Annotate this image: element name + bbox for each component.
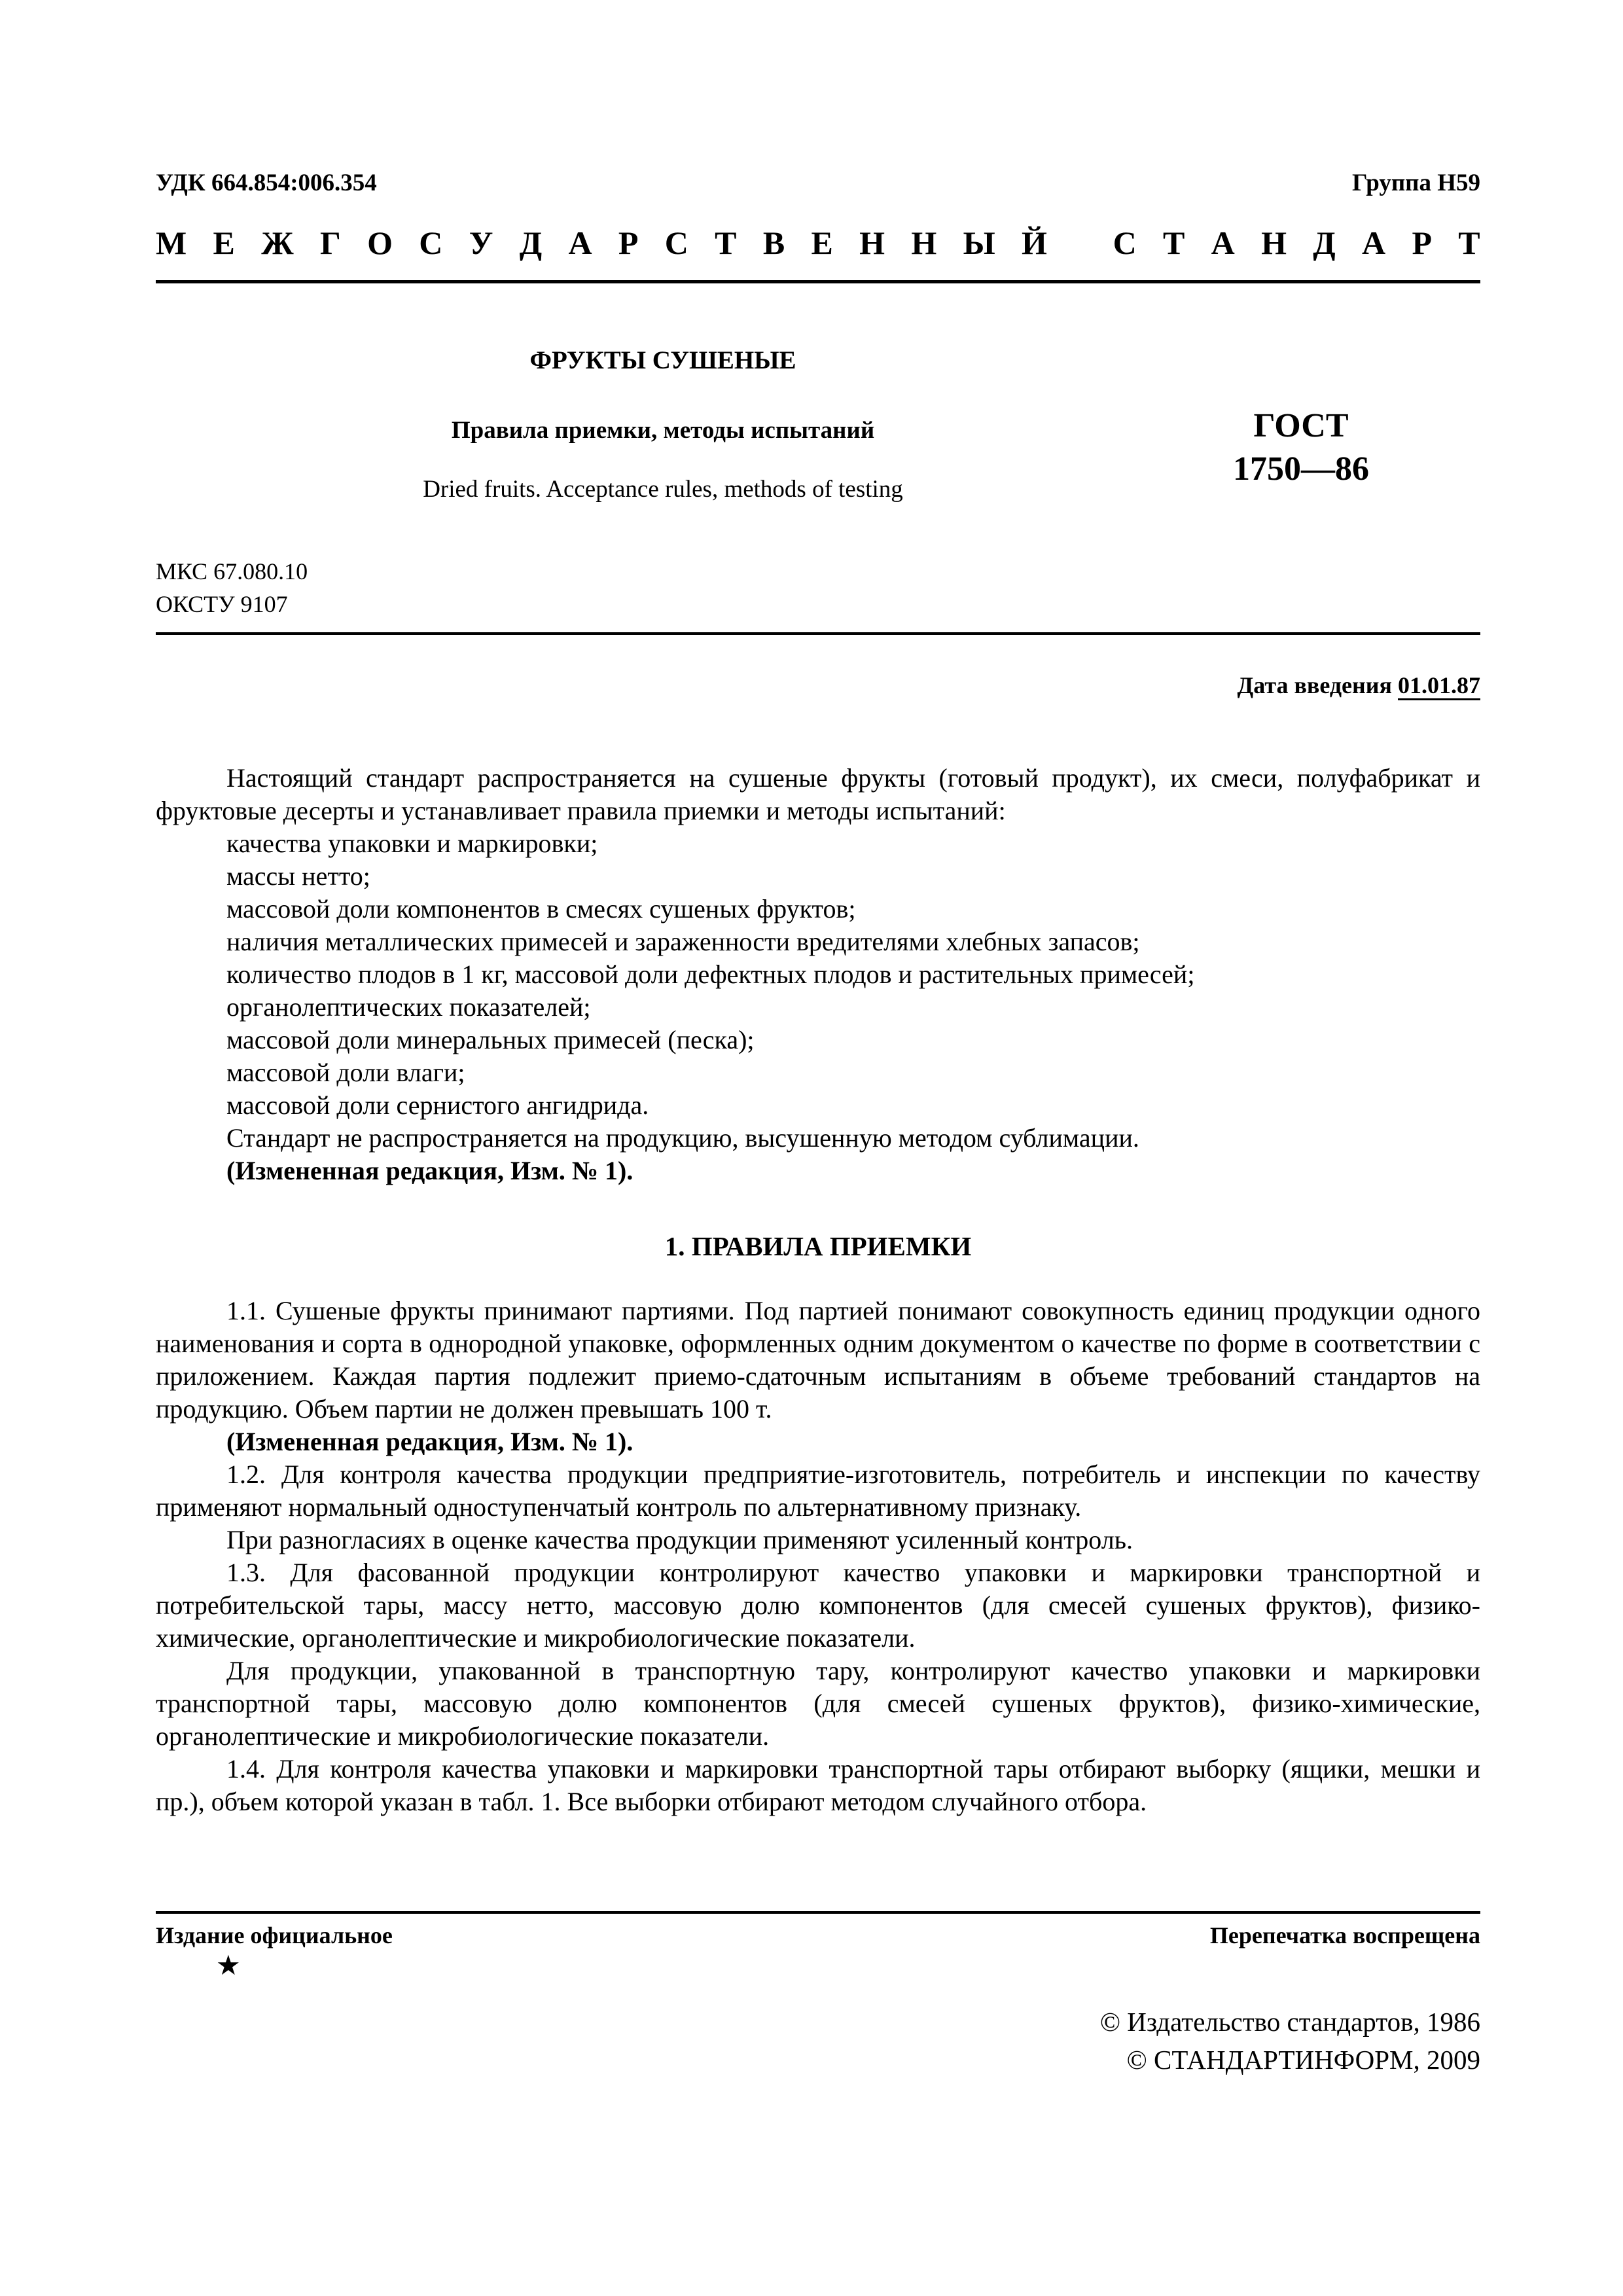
classification-codes [156, 555, 308, 620]
clause-1-2: 1.2. Для контроля качества продукции предприятие-изготовитель, потребитель и инспекции по качеству применяют нормальный одноступенчатый контроль по альтернативному признаку. [156, 1460, 1480, 1522]
banner-letter: Г [319, 224, 341, 261]
clause-1-4: 1.4. Для контроля качества упаковки и маркировки транспортной тары отбирают выборку (ящики, мешки и пр.), объем которой указан в табл. 1. Все выборки отбирают методом случайного отбора. [156, 1754, 1480, 1816]
banner-letter: С [419, 224, 443, 261]
clause-1-1: 1.1. Сушеные фрукты принимают партиями. Под партией понимают совокупность единиц продукции одного наименования и сорта в однородной упаковке, оформленных одним документом о качестве по форме в соответствии с приложением. Каждая партия подлежит приемо-сдаточным испытаниям в объеме требований стандартов на продукцию. Объем партии не должен превышать 100 т. [156, 1296, 1480, 1424]
gost-designation [1177, 404, 1425, 491]
clause-1-3: 1.3. Для фасованной продукции контролируют качество упаковки и маркировки транспортной и потребительской тары, массу нетто, массовую долю компонентов (для смесей сушеных фруктов), физико-химические, органолептические и микробиологические показатели. [156, 1558, 1480, 1653]
banner-letter: Т [715, 224, 737, 261]
banner-letter: С [1113, 224, 1137, 261]
banner-letter: А [1211, 224, 1235, 261]
banner-letter: Д [519, 224, 543, 261]
banner-letter: А [568, 224, 592, 261]
banner-letter: Е [811, 224, 833, 261]
banner-letter: О [367, 224, 393, 261]
footer-divider [156, 1911, 1480, 1914]
banner-letter: Т [1162, 224, 1185, 261]
banner-letter: С [664, 224, 688, 261]
banner-letter [1073, 224, 1086, 262]
banner-letter: Е [213, 224, 235, 261]
intro-list [156, 827, 1480, 1122]
official-edition: Издание официальное [156, 1922, 393, 1948]
list-item: качества упаковки и маркировки; [226, 829, 598, 858]
document-subtitle: Правила приемки, методы испытаний [451, 417, 875, 444]
intro-paragraph: Настоящий стандарт распространяется на сушеные фрукты (готовый продукт), их смеси, полуфабрикат и фруктовые десерты и устанавливает правила приемки и методы испытаний: [156, 763, 1480, 825]
date-label: Дата введения [1237, 672, 1398, 698]
copyright-block [1100, 2003, 1480, 2079]
interstate-standard-banner [156, 224, 1480, 262]
banner-letter: У [469, 224, 493, 261]
list-item: органолептических показателей; [226, 992, 591, 1022]
section-heading: 1. ПРАВИЛА ПРИЕМКИ [664, 1231, 972, 1261]
banner-letter: Т [1458, 224, 1480, 261]
document-title: ФРУКТЫ СУШЕНЫЕ [529, 346, 796, 374]
title-divider [156, 632, 1480, 635]
banner-letter: Ж [261, 224, 294, 261]
document-page [156, 0, 1480, 2296]
banner-letter: Р [618, 224, 639, 261]
gost-number: 1750—86 [1233, 450, 1369, 488]
intro-note: Стандарт не распространяется на продукцию, высушенную методом сублимации. [226, 1123, 1139, 1153]
list-item: массовой доли компонентов в смесях сушеных фруктов; [226, 894, 856, 924]
banner-letter: Й [1022, 224, 1047, 261]
banner-letter: Р [1412, 224, 1432, 261]
clause-1-3-note: Для продукции, упакованной в транспортную тару, контролируют качество упаковки и маркировки транспортной тары, массовую долю компонентов (для смесей сушеных фруктов), физико-химические, органолептические и микробиологические показатели. [156, 1656, 1480, 1751]
intro-amendment: (Измененная редакция, Изм. № 1). [226, 1156, 633, 1185]
copyright-publisher: © Издательство стандартов, 1986 [1099, 2007, 1480, 2037]
clause-1-1-amendment: (Измененная редакция, Изм. № 1). [226, 1427, 633, 1456]
list-item: массы нетто; [226, 861, 370, 891]
mks-code: МКС 67.080.10 [156, 558, 308, 584]
banner-letter: Н [859, 224, 885, 261]
introduction-date [1238, 672, 1481, 699]
banner-letter: М [156, 224, 187, 261]
intro-section [156, 762, 1480, 1187]
banner-letter: В [762, 224, 785, 261]
udk-code: УДК 664.854:006.354 [156, 170, 377, 196]
document-title-english: Dried fruits. Acceptance rules, methods of testing [423, 476, 903, 503]
banner-letter: Н [911, 224, 937, 261]
section-body [156, 1295, 1480, 1818]
list-item: массовой доли сернистого ангидрида. [226, 1090, 649, 1120]
list-item: количество плодов в 1 кг, массовой доли дефектных плодов и растительных примесей; [226, 960, 1195, 989]
list-item: массовой доли влаги; [226, 1058, 465, 1087]
gost-label: ГОСТ [1253, 407, 1349, 444]
banner-letter: Д [1313, 224, 1336, 261]
banner-letter: Ы [963, 224, 995, 261]
list-item: наличия металлических примесей и зараженности вредителями хлебных запасов; [226, 927, 1140, 956]
date-value: 01.01.87 [1398, 672, 1480, 700]
banner-letter: Н [1261, 224, 1287, 261]
header-divider [156, 280, 1480, 283]
banner-letter: А [1362, 224, 1386, 261]
star-icon: ★ [216, 1951, 241, 1981]
copyright-standartinform: © СТАНДАРТИНФОРМ, 2009 [1126, 2045, 1480, 2075]
list-item: массовой доли минеральных примесей (песка); [226, 1025, 755, 1054]
clause-1-2-note: При разногласиях в оценке качества продукции применяют усиленный контроль. [226, 1525, 1133, 1554]
reprint-prohibited: Перепечатка воспрещена [1209, 1922, 1480, 1948]
group-code: Группа Н59 [1352, 170, 1480, 196]
okstu-code: ОКСТУ 9107 [156, 591, 288, 617]
